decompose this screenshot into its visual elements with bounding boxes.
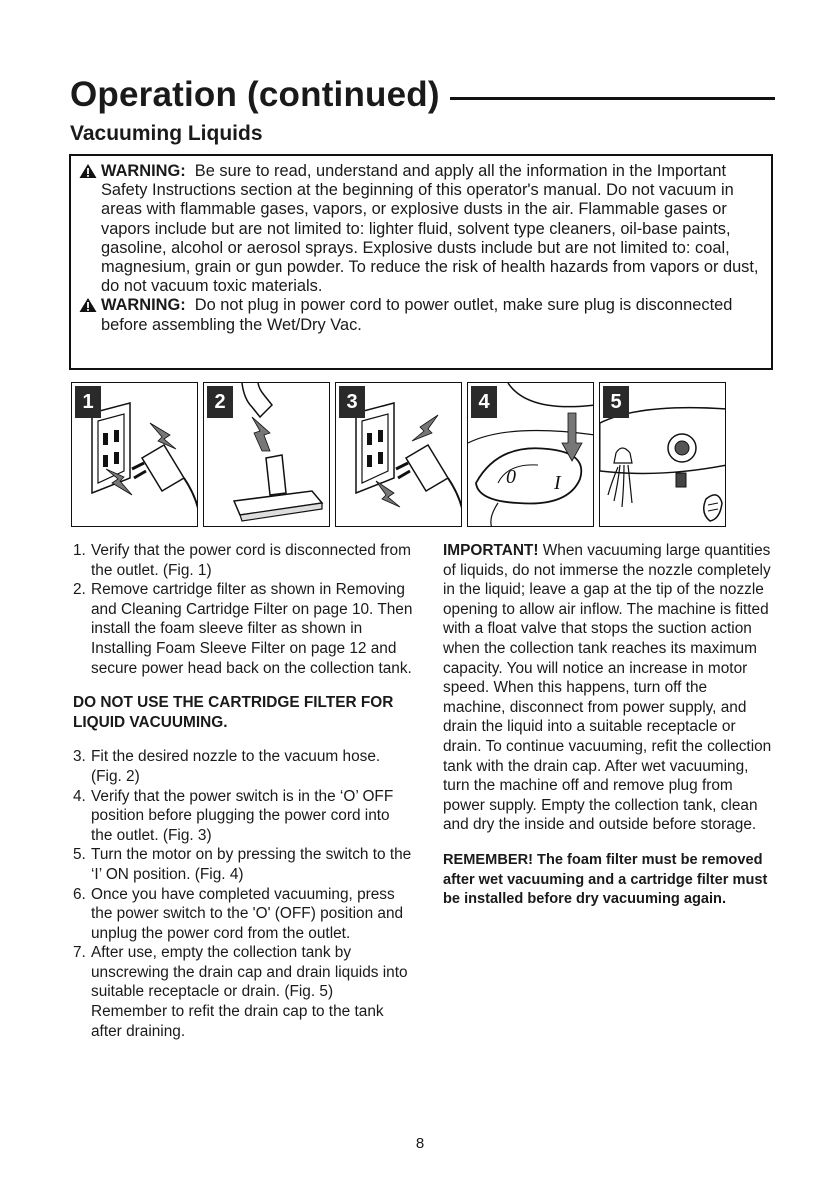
page-title-row [70, 70, 775, 120]
figure-2 [203, 382, 330, 527]
important-text: When vacuuming large quantities of liquids, do not immerse the nozzle completely in the liquid; leave a gap at the tip of the nozzle opening to allow air inflow. The machine is fitted with a float valve that stops the suction action when the collection tank reaches its maximum capacity. You will notice an increase in motor speed. When this happens, turn off the machine, disconnect from power supply, and drain the liquid into a suitable receptacle or drain. To continue vacuuming, refit the collection tank with the drain cap. After wet vacuuming, turn the machine off and remove plug from power supply. Empty the collection tank, clean and dry the inside and outside before storage. [443, 542, 772, 834]
page-title: Operation (continued) [70, 75, 440, 114]
step-number: 3. [73, 748, 86, 766]
warning-1 [79, 162, 765, 296]
step-item [73, 747, 413, 786]
step-list-2 [73, 747, 413, 1041]
step-text: Once you have completed vacuuming, press the power switch to the 'O' (OFF) position and unplug the power cord from the outlet. [91, 885, 404, 942]
step-item [73, 885, 413, 944]
warning-triangle-icon [79, 162, 101, 296]
step-number: 1. [73, 542, 86, 559]
step-list-1 [73, 541, 413, 678]
step-number: 7. [73, 944, 86, 962]
step-text: Verify that the power switch is in the ‘O’ OFF position before plugging the power cord into the outlet. (Fig. 3) [91, 787, 394, 844]
warning-text: Be sure to read, understand and apply all the information in the Important Safety Instructions section at the beginning of this operator's manual. Do not vacuum in areas with flammable gases, vapors, or explosive dusts in the air. Flammable gases or vapors include but are not limited to: lighter fluid, solvent type cleaners, oil-base paints, gasoline, alcohol or aerosol sprays. Explosive dusts include but are not limited to: coal, magnesium, grain or gun powder. To reduce the risk of health hazards from vapors or dust, do not vacuum toxic materials. [101, 162, 759, 296]
cartridge-filter-notice: DO NOT USE THE CARTRIDGE FILTER FOR LIQUID VACUUMING. [73, 694, 394, 731]
step-number: 5. [73, 846, 86, 864]
step-item [73, 845, 413, 884]
switch-off-symbol: 0 [506, 466, 516, 488]
remember-note: REMEMBER! The foam filter must be removed after wet vacuuming and a cartridge filter must be installed before dry vacuuming again. [443, 851, 768, 908]
title-rule [450, 97, 775, 100]
step-number: 4. [73, 787, 86, 805]
page-number: 8 [415, 1135, 425, 1152]
figure-number: 4 [471, 386, 497, 418]
step-item [73, 580, 413, 678]
left-column [73, 541, 413, 1041]
warning-2 [79, 296, 765, 334]
step-item [73, 787, 413, 846]
warning-label: WARNING: [101, 296, 186, 315]
step-text: Verify that the power cord is disconnected from the outlet. (Fig. 1) [91, 542, 411, 579]
step-item [73, 541, 413, 580]
figure-5 [599, 382, 726, 527]
figure-number: 2 [207, 386, 233, 418]
important-paragraph [443, 541, 773, 835]
warning-label: WARNING: [101, 162, 186, 180]
important-label: IMPORTANT! [443, 542, 539, 559]
figure-number: 1 [75, 386, 101, 418]
warning-triangle-icon [79, 296, 101, 334]
section-title: Vacuuming Liquids [70, 122, 263, 145]
step-number: 2. [73, 581, 86, 599]
figure-1 [71, 382, 198, 527]
figure-strip [71, 382, 726, 527]
step-number: 6. [73, 885, 86, 903]
right-column [443, 541, 773, 910]
step-text: Fit the desired nozzle to the vacuum hose. (Fig. 2) [91, 748, 381, 785]
figure-3 [335, 382, 462, 527]
switch-on-symbol: I [554, 472, 561, 494]
step-text: After use, empty the collection tank by unscrewing the drain cap and drain liquids into suitable receptacle or drain. (Fig. 5) Remember to refit the drain cap to the tank after draining. [91, 944, 408, 1040]
warning-box [69, 154, 773, 370]
step-text: Turn the motor on by pressing the switch to the ‘I’ ON position. (Fig. 4) [91, 846, 412, 883]
figure-number: 3 [339, 386, 365, 418]
step-text: Remove cartridge filter as shown in Removing and Cleaning Cartridge Filter on page 10. Then install the foam sleeve filter as shown in Installing Foam Sleeve Filter on page 12 and secure power head back on the collection tank. [91, 581, 413, 677]
step-item [73, 943, 413, 1041]
figure-number: 5 [603, 386, 629, 418]
warning-text: Do not plug in power cord to power outlet, make sure plug is disconnected before assembling the Wet/Dry Vac. [101, 296, 733, 334]
figure-4 [467, 382, 594, 527]
